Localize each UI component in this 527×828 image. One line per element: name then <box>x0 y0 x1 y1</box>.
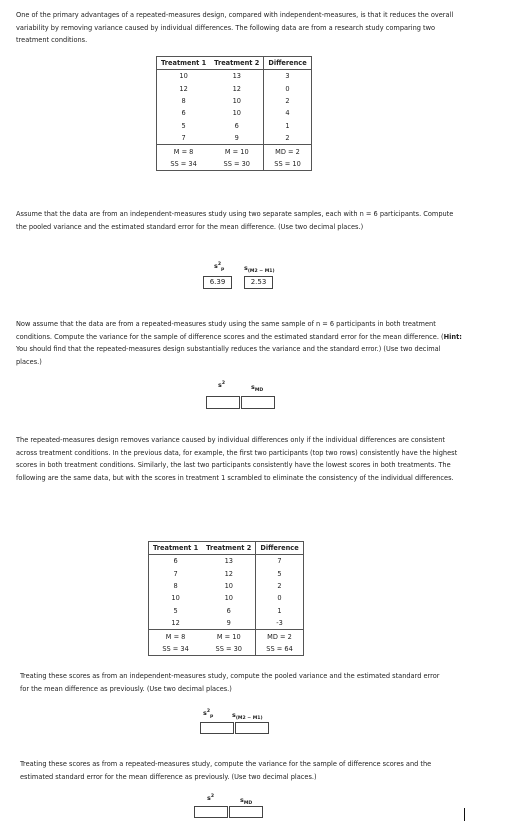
standard-error-answer[interactable]: 2.53 <box>244 276 273 289</box>
difference-variance-answer-2[interactable] <box>194 806 228 818</box>
header-treatment-1: Treatment 1 <box>149 542 203 555</box>
table-cell: 7 <box>173 569 178 578</box>
pooled-variance-label-2: $s^2_p$ <box>203 709 214 720</box>
table-row <box>149 617 304 630</box>
table-row <box>157 70 312 83</box>
table-cell: 13 <box>224 557 233 566</box>
table-row <box>157 95 312 107</box>
difference-variance-label: $s^2$ <box>218 381 226 390</box>
intro-paragraph: One of the primary advantages of a repeated-measures design, compared with independent-measures, is that it reduces the overall variability by removing variance caused by individual differences. The following data are from a research study comparing two treatment conditions. <box>16 11 454 45</box>
difference-variance-label-2: $s^2$ <box>207 794 215 803</box>
data-table-2 <box>148 541 304 656</box>
table-cell: 10 <box>232 96 241 105</box>
summary-cell: SS = 34 <box>162 644 189 653</box>
table-cell: 9 <box>234 134 239 143</box>
table-cell: 13 <box>232 72 241 81</box>
table-row <box>157 107 312 119</box>
table-cell: 7 <box>256 555 303 568</box>
md-standard-error-answer[interactable] <box>241 396 275 409</box>
question-4-text: Treating these scores as from a repeated-measures study, compute the variance for the sample of difference scores and the estimated standard error for the mean difference as previously. (Use two decimal places.) <box>20 760 432 781</box>
summary-cell: SS = 10 <box>264 158 311 171</box>
table-cell: 6 <box>234 121 239 130</box>
summary-cell: M = 8 <box>149 630 203 643</box>
table-row <box>149 605 304 617</box>
table-row <box>149 580 304 592</box>
table-cell: 12 <box>232 84 241 93</box>
consistency-paragraph: The repeated-measures design removes variance caused by individual differences only if the individual differences are consistent across treatment conditions. In the previous data, for example, the first two participants (top two rows) consistently have the highest scores in both treatment conditions. Similarly, the last two participants consistently have the lowest scores in both treatments. The following are the same data, but with the scores in treatment 1 scrambled to eliminate the consistency of the individual differences. <box>16 436 458 482</box>
table-cell: 12 <box>171 619 180 628</box>
data-table-1 <box>156 56 312 171</box>
pooled-variance-label: $s^2_p$ <box>214 262 225 273</box>
table-cell: 1 <box>264 120 311 132</box>
table-cell: 7 <box>181 134 186 143</box>
header-treatment-1: Treatment 1 <box>157 57 211 70</box>
table-cell: 5 <box>173 606 178 615</box>
summary-cell: SS = 34 <box>170 159 197 168</box>
table-cell: 4 <box>264 107 311 119</box>
standard-error-label-2: $s_{(M2 - M1)}$ <box>232 711 263 722</box>
header-difference: Difference <box>256 542 303 555</box>
table-cell: 0 <box>256 592 303 604</box>
table-cell: 12 <box>224 569 233 578</box>
table-row <box>149 555 304 568</box>
summary-cell: SS = 64 <box>256 643 303 656</box>
table-cell: 8 <box>173 581 178 590</box>
table-row <box>157 132 312 145</box>
question-3-text: Treating these scores as from an independent-measures study, compute the pooled variance and the estimated standard error for the mean difference as previously. (Use two decimal places.) <box>20 672 440 693</box>
table-cell: -3 <box>256 617 303 630</box>
table-row <box>157 120 312 132</box>
table-cell: 10 <box>232 109 241 118</box>
table-cell: 5 <box>181 121 186 130</box>
table-cell: 2 <box>256 580 303 592</box>
summary-cell: MD = 2 <box>256 630 303 643</box>
text-cursor <box>464 808 465 821</box>
ss-row <box>149 643 304 656</box>
table-cell: 2 <box>264 95 311 107</box>
md-standard-error-answer-2[interactable] <box>229 806 263 818</box>
summary-cell: M = 10 <box>210 145 264 158</box>
table-row <box>149 567 304 579</box>
summary-cell: MD = 2 <box>264 145 311 158</box>
table-cell: 10 <box>179 72 188 81</box>
summary-cell: SS = 30 <box>215 644 242 653</box>
standard-error-label: $s_{(M2 - M1)}$ <box>244 264 275 275</box>
md-standard-error-label: $s_{MD}$ <box>251 383 264 394</box>
table-row <box>157 82 312 94</box>
header-difference: Difference <box>264 57 311 70</box>
pooled-variance-answer-2[interactable] <box>200 722 234 734</box>
header-treatment-2: Treatment 2 <box>202 542 256 555</box>
table-cell: 12 <box>179 84 188 93</box>
summary-cell: M = 8 <box>157 145 211 158</box>
table-row <box>149 592 304 604</box>
table-cell: 10 <box>224 581 233 590</box>
pooled-variance-answer[interactable]: 6.39 <box>203 276 232 289</box>
hint-label: Hint: <box>443 332 462 341</box>
table-cell: 9 <box>226 619 231 628</box>
md-standard-error-label-2: $s_{MD}$ <box>240 796 253 807</box>
ss-row <box>157 158 312 171</box>
mean-row <box>149 630 304 643</box>
question-1-text: Assume that the data are from an independent-measures study using two separate samples, each with n = 6 participants. Compute the pooled variance and the estimated standard error for the mean difference. (Use two decimal places.) <box>16 210 454 231</box>
table-cell: 10 <box>224 594 233 603</box>
table-cell: 6 <box>226 606 231 615</box>
table-cell: 5 <box>256 567 303 579</box>
table-cell: 1 <box>256 605 303 617</box>
table-cell: 0 <box>264 82 311 94</box>
mean-row <box>157 145 312 158</box>
table-cell: 10 <box>171 594 180 603</box>
question-2-text: Now assume that the data are from a repeated-measures study using the same sample of n = 6 participants in both treatment conditions. Compute the variance for the sample of difference scores and the estimated standard error for the mean difference. (Hint: You should find that the repeated-measures design substantially reduces the variance and the standard error.) (Use two decimal places.) <box>16 320 462 366</box>
header-treatment-2: Treatment 2 <box>210 57 264 70</box>
standard-error-answer-2[interactable] <box>235 722 269 734</box>
summary-cell: M = 10 <box>202 630 256 643</box>
table-cell: 6 <box>181 109 186 118</box>
table-cell: 8 <box>181 96 186 105</box>
summary-cell: SS = 30 <box>223 159 250 168</box>
table-cell: 6 <box>173 557 178 566</box>
table-cell: 2 <box>264 132 311 145</box>
difference-variance-answer[interactable] <box>206 396 240 409</box>
table-cell: 3 <box>264 70 311 83</box>
